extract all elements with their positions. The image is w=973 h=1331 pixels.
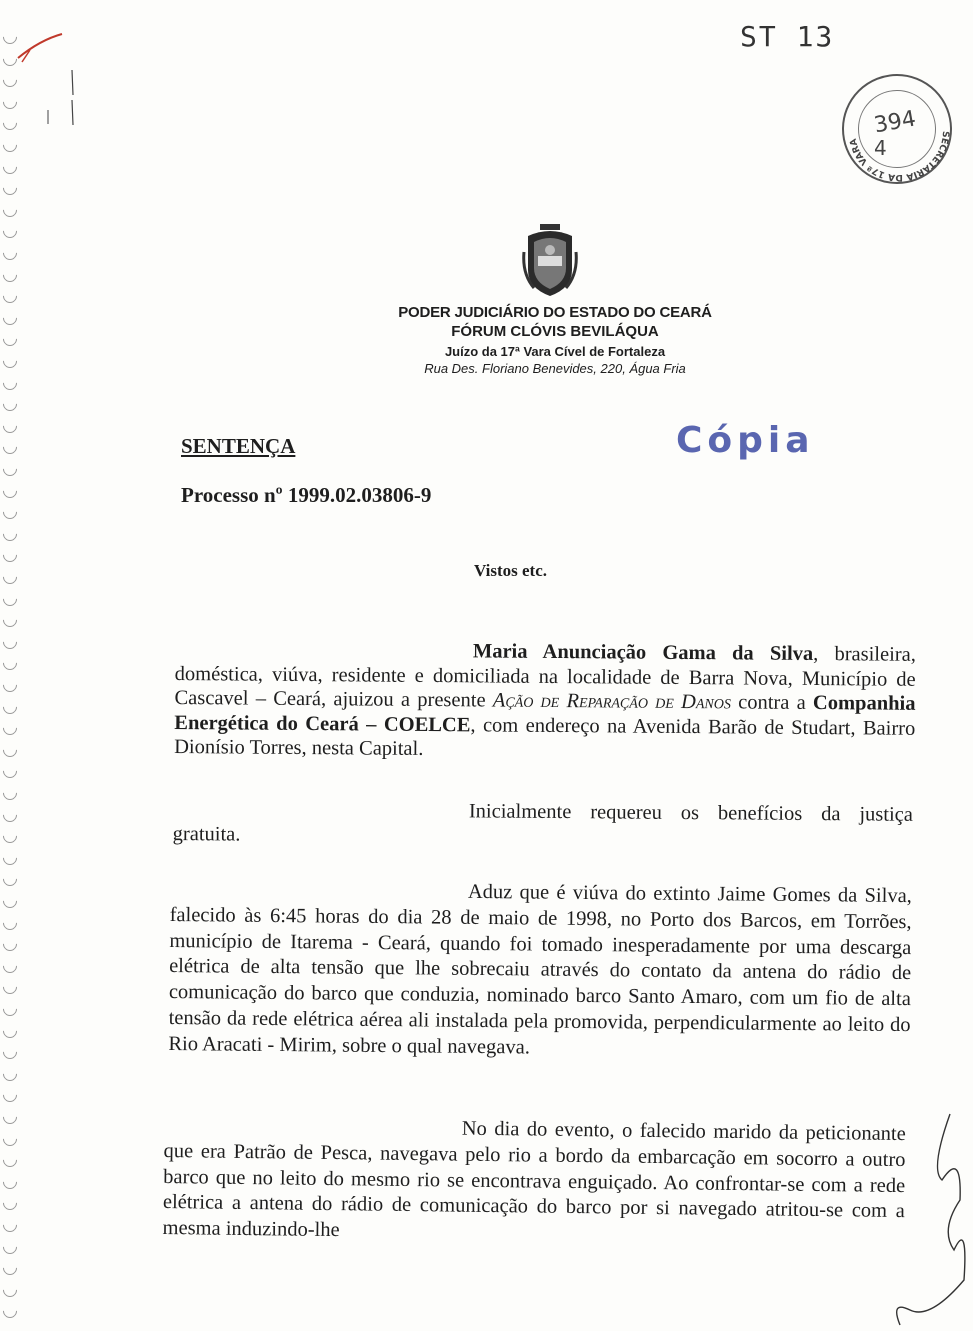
binding-hole: [0, 200, 20, 220]
binding-hole: [0, 632, 20, 652]
binding-hole: [0, 351, 20, 371]
binding-hole: [0, 848, 20, 868]
binding-hole: [0, 545, 20, 565]
process-number: Processo nº 1999.02.03806-9: [181, 483, 432, 507]
binding-hole: [0, 653, 20, 673]
stamp-text: SECRETARIA DA 17ª VARA: [848, 130, 951, 183]
binding-hole: [0, 286, 20, 306]
vistos-line: Vistos etc.: [474, 561, 548, 580]
action-name: Ação de Reparação de Danos: [492, 689, 732, 714]
header-line-4: Rua Des. Floriano Benevides, 220, Água Fria: [424, 361, 686, 376]
binding-hole: [0, 934, 20, 954]
binding-hole: [0, 1301, 20, 1321]
binding-hole: [0, 221, 20, 241]
secretaria-stamp: [842, 74, 952, 184]
binding-hole: [0, 999, 20, 1019]
header-line-3: Juízo da 17ª Vara Cível de Fortaleza: [444, 344, 666, 359]
paragraph-event: No dia do evento, o falecido marido da peticionante que era Patrão de Pesca, navegava pelo rio a bordo da embarcação em socorro a outro barco que no leito do mesmo rio se encontrava enguiçado. Ao confrontar-se com a rede elétrica a antena do rádio de comunicação do barco por si navegado atritou-se com a mesma induzindo-lhe: [162, 1117, 906, 1242]
binding-hole: [0, 977, 20, 997]
binding-hole: [0, 718, 20, 738]
binding-hole: [0, 783, 20, 803]
binding-hole: [0, 1172, 20, 1192]
stamp-number: 394: [872, 106, 918, 139]
binding-hole: [0, 675, 20, 695]
binding-hole: [0, 373, 20, 393]
binding-hole: [0, 1129, 20, 1149]
court-header: [380, 304, 730, 376]
paragraph-facts: Aduz que é viúva do extinto Jaime Gomes da Silva, falecido às 6:45 horas do dia 28 de maio de 1998, no Porto dos Barcos, em Torrões, município de Itarema - Ceará, quando foi tomado inesperadamente por uma descarga elétrica de alta tensão que lhe sobrecaiu através do contato da antena do rádio de comunicação do barco que conduzia, nominado barco Santo Amaro, com um fio de alta tensão da rede elétrica aérea ali instalada pela promovida, perpendicularmente ao leito do Rio Aracati - Mirim, sobre o qual navegava.: [168, 880, 912, 1059]
binding-hole: [0, 502, 20, 522]
binding-hole: [0, 869, 20, 889]
binding-hole: [0, 416, 20, 436]
binding-hole: [0, 826, 20, 846]
signature-scribble: [870, 1110, 973, 1331]
binding-hole: [0, 956, 20, 976]
binding-hole: [0, 891, 20, 911]
binding-hole: [0, 740, 20, 760]
header-line-1: PODER JUDICIÁRIO DO ESTADO DO CEARÁ: [398, 304, 712, 321]
binding-hole: [0, 481, 20, 501]
binding-hole: [0, 1085, 20, 1105]
binding-holes: [0, 0, 22, 1331]
stamp-handwritten-number: 4: [874, 136, 887, 160]
binding-hole: [0, 1021, 20, 1041]
binding-hole: [0, 308, 20, 328]
binding-hole: [0, 1237, 20, 1257]
svg-text:SECRETARIA DA 17ª VARA: [849, 131, 950, 182]
binding-hole: [0, 1107, 20, 1127]
binding-hole: [0, 1193, 20, 1213]
paragraph-parties: Maria Anunciação Gama da Silva, brasileira, doméstica, viúva, residente e domiciliada na localidade de Barra Nova, Município de Cascavel – Ceará, ajuizou a presente Ação de Reparação de Danos contra a Companhia Energética do Ceará – COELCE, com endereço na Avenida Barão de Studart, Bairro Dionísio Torres, nesta Capital.: [174, 640, 916, 760]
binding-hole: [0, 1258, 20, 1278]
binding-hole: [0, 1064, 20, 1084]
binding-hole: [0, 459, 20, 479]
header-line-2: FÓRUM CLÓVIS BEVILÁQUA: [451, 323, 659, 340]
binding-hole: [0, 805, 20, 825]
document-title: SENTENÇA: [181, 434, 296, 458]
handwritten-page-number: ST 13: [740, 20, 835, 53]
binding-hole: [0, 1042, 20, 1062]
binding-hole: [0, 567, 20, 587]
plaintiff-name: Maria Anunciação Gama da Silva: [472, 640, 814, 666]
binding-hole: [0, 178, 20, 198]
binding-hole: [0, 1280, 20, 1300]
binding-hole: [0, 697, 20, 717]
binding-hole: [0, 157, 20, 177]
binding-hole: [0, 265, 20, 285]
binding-hole: [0, 913, 20, 933]
binding-hole: [0, 589, 20, 609]
copia-stamp: Cópia: [676, 420, 815, 461]
binding-hole: [0, 1215, 20, 1235]
binding-hole: [0, 1150, 20, 1170]
binding-hole: [0, 329, 20, 349]
ceara-coat-of-arms-icon: [520, 222, 580, 300]
defendant-name: Companhia Energética do Ceará – COELCE: [174, 692, 916, 736]
binding-hole: [0, 524, 20, 544]
binding-hole: [0, 437, 20, 457]
binding-hole: [0, 243, 20, 263]
paragraph-justice: Inicialmente requereu os benefícios da justiça gratuita.: [172, 800, 913, 846]
binding-hole: [0, 610, 20, 630]
corner-scribble: [0, 0, 90, 140]
binding-hole: [0, 394, 20, 414]
binding-hole: [0, 761, 20, 781]
